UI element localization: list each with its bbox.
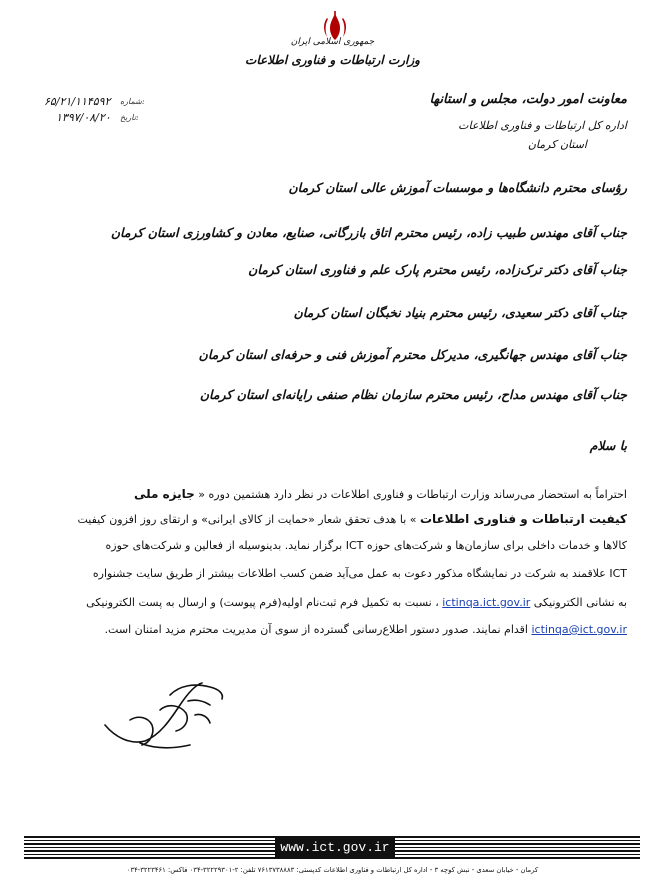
recipient-line: جناب آقای دکتر ترک‌زاده، رئیس محترم پارک علم و فناوری استان کرمان [248,262,627,277]
website-link[interactable]: ictinqa.ict.gov.ir [442,596,531,609]
ministry-title: وزارت ارتباطات و فناوری اطلاعات [245,53,420,67]
award-name: کیفیت ارتباطات و فناوری اطلاعات [420,512,627,526]
body-text: ، نسبت به تکمیل فرم ثبت‌نام اولیه(فرم پیوست) و ارسال به پست الکترونیکی [86,596,439,609]
award-name: جایزه ملی [133,487,195,501]
recipient-line: جناب آقای مهندس طبیب زاده، رئیس محترم اتاق بازرگانی، صنایع، معادن و کشاورزی استان کرمان [110,225,627,240]
letter-number: ۶۵/۲۱/۱۱۴۵۹۲ [44,95,111,108]
recipient-line: جناب آقای مهندس مداح، رئیس محترم سازمان نظام صنفی رایانه‌ای استان کرمان [199,387,627,402]
email-link[interactable]: ictinqa@ict.gov.ir [531,623,627,636]
recipient-line: جناب آقای دکتر سعیدی، رئیس محترم بنیاد نخبگان استان کرمان [293,305,627,320]
recipient-line: رؤسای محترم دانشگاه‌ها و موسسات آموزش عالی استان کرمان [288,180,627,195]
body-paragraph-line: کالاها و خدمات داخلی برای سازمان‌ها و شرکت‌های حوزه ICT برگزار نماید. بدینوسیله از فعالین و شرکت‌های حوزه [105,539,627,552]
body-paragraph-line [100,488,627,500]
body-text: » با هدف تحقق شعار «حمایت از کالای ایرانی» و ارتقای روز افزون کیفیت [77,513,417,526]
department-title: اداره کل ارتباطات و فناوری اطلاعات [458,119,627,132]
letter-date: ۱۳۹۷/۰۸/۲۰ [56,111,111,124]
date-label: تاریخ: [120,113,139,122]
body-text: به نشانی الکترونیکی [533,596,627,609]
handwritten-signature [100,665,230,755]
body-paragraph-line [100,624,627,635]
footer-address: کرمان - خیابان سعدی - نبش کوچه ۳ - اداره کل ارتباطات و فناوری اطلاعات کدپستی: ۷۶۱۳۷۳۸۸۸۳ تلفن: ۲-۳۲۲۲۹۳۰۱-۰۳۴ فاکس: ۳۲۲۳۴۶۱-۰۳۴ [126,866,539,874]
deputy-title: معاونت امور دولت، مجلس و استانها [429,92,627,107]
body-paragraph-line [77,512,627,526]
body-text: احتراماً به استحضار می‌رساند وزارت ارتباطات و فناوری اطلاعات در نظر دارد هشتمین دوره « [198,488,627,501]
body-text: اقدام نمایند. صدور دستور اطلاع‌رسانی گسترده از سوی آن مدیریت محترم مزید امتنان است. [104,623,528,636]
body-paragraph-line: ICT علاقمند به شرکت در نمایشگاه مذکور دعوت به عمل می‌آید ضمن کسب اطلاعات بیشتر از طریق سایت جشنواره [92,567,627,580]
number-label: شماره: [120,97,145,106]
recipient-line: جناب آقای مهندس جهانگیری، مدیرکل محترم آموزش فنی و حرفه‌ای استان کرمان [198,347,627,362]
body-paragraph-line [86,596,627,609]
republic-title: جمهوری اسلامی ایران [290,37,375,47]
province-title: استان کرمان [527,138,587,151]
greeting: با سلام [589,438,627,453]
footer-website[interactable]: www.ict.gov.ir [275,837,395,859]
